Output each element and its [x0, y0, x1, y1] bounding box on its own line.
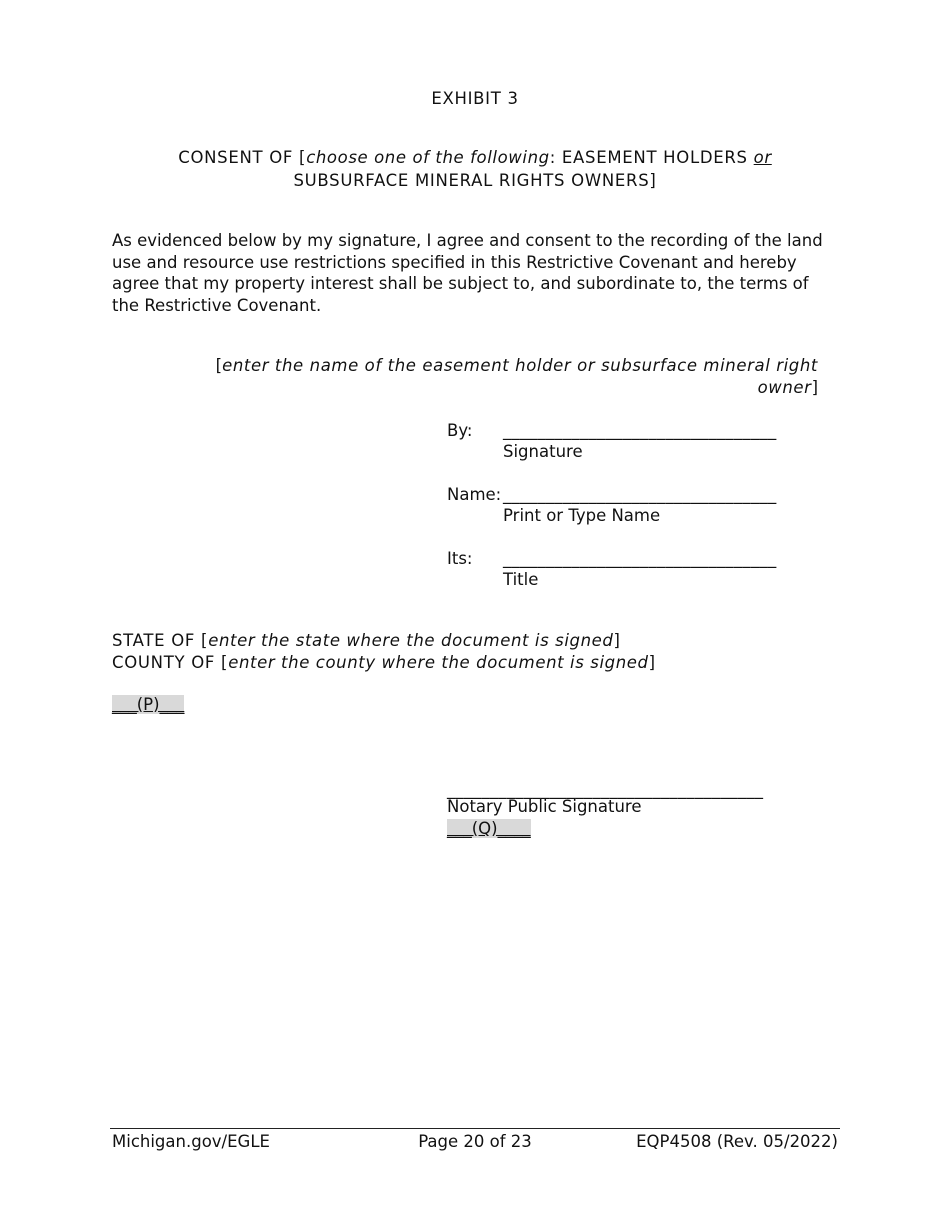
- county-of-line: [112, 652, 656, 674]
- holder-placeholder-open: [: [215, 356, 223, 375]
- state-instruction: enter the state where the document is signed: [208, 631, 614, 650]
- name-signature-line[interactable]: ________________________________: [503, 485, 777, 504]
- name-caption: Print or Type Name: [503, 506, 661, 525]
- by-signature-line[interactable]: ________________________________: [503, 421, 777, 440]
- consent-heading-prefix: CONSENT OF [: [178, 148, 307, 167]
- field-p[interactable]: [112, 694, 184, 716]
- footer-right: EQP4508 (Rev. 05/2022): [636, 1132, 838, 1151]
- footer-center: Page 20 of 23: [418, 1132, 532, 1151]
- its-title-line[interactable]: ________________________________: [503, 549, 777, 568]
- name-label: Name:: [447, 485, 502, 504]
- by-label: By:: [447, 421, 473, 440]
- notary-caption: Notary Public Signature: [447, 797, 642, 816]
- holder-placeholder-text: enter the name of the easement holder or subsurface mineral right: [222, 356, 818, 375]
- notary-signature-line[interactable]: _____________________________________: [447, 780, 764, 799]
- holder-placeholder-line1: [120, 355, 818, 377]
- consent-heading-line2: SUBSURFACE MINERAL RIGHTS OWNERS]: [293, 171, 657, 190]
- county-prefix: COUNTY OF [: [112, 653, 229, 672]
- consent-heading-instruction: choose one of the following: [306, 148, 550, 167]
- its-caption: Title: [503, 570, 539, 589]
- footer-rule: [110, 1128, 840, 1129]
- county-instruction: enter the county where the document is signed: [228, 653, 649, 672]
- consent-heading-line1: [0, 147, 950, 169]
- holder-placeholder-line2: [120, 377, 818, 399]
- holder-placeholder-close: ]: [811, 378, 818, 397]
- county-close: ]: [648, 653, 656, 672]
- by-caption: Signature: [503, 442, 583, 461]
- field-q-text: ___(Q)____: [447, 819, 531, 838]
- state-of-line: [112, 630, 621, 652]
- footer-left: Michigan.gov/EGLE: [112, 1132, 270, 1151]
- field-q[interactable]: [447, 818, 531, 840]
- consent-paragraph: As evidenced below by my signature, I agree and consent to the recording of the land use and resource use restrictions specified in this Restrictive Covenant and hereby agree that my property interest shall be subject to, and subordinate to, the terms of the Restrictive Covenant.: [112, 231, 823, 315]
- consent-heading-options: : EASEMENT HOLDERS: [549, 148, 754, 167]
- field-p-text: ___(P)___: [112, 695, 185, 714]
- exhibit-title: EXHIBIT 3: [431, 89, 519, 108]
- its-label: Its:: [447, 549, 473, 568]
- state-close: ]: [613, 631, 621, 650]
- state-prefix: STATE OF [: [112, 631, 209, 650]
- consent-heading-or: or: [753, 148, 772, 167]
- holder-placeholder-owner: owner: [757, 378, 812, 397]
